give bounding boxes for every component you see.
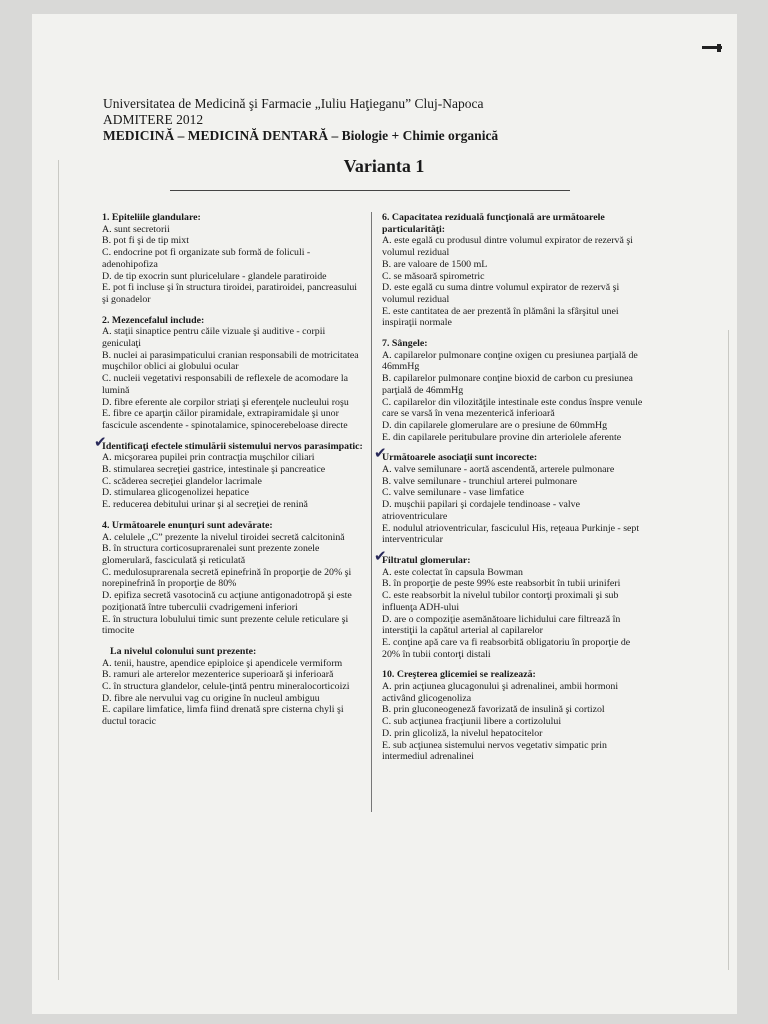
answer-option: C. capilarelor din vilozităţile intestinale este condus înspre venule care se varsă în vena mezenterică inferioară [382,396,643,420]
handwritten-check-icon: ✔ [374,546,387,565]
answer-option: B. valve semilunare - trunchiul arterei pulmonare [382,475,577,487]
left-column [94,212,364,737]
page-edge-line [58,160,59,980]
answer-option: A. sunt secretorii [102,223,170,235]
right-column [374,212,644,772]
answer-option: D. are o compoziţie asemănătoare lichidului care filtrează în interstiţii la capătul arterial al capilarelor [382,613,621,637]
answer-option: A. staţii sinaptice pentru căile vizuale şi auditive - corpii geniculaţi [102,326,326,350]
question [382,212,644,329]
answer-option: E. în structura lobulului timic sunt prezente celule reticulare şi timocite [102,613,349,637]
question-title-text: La nivelul colonului sunt prezente: [110,645,257,657]
answer-option: E. este cantitatea de aer prezentă în plămâni la sfârşitul unei inspiraţii normale [382,305,619,329]
question [374,444,644,546]
variant-title: Varianta 1 [343,156,425,176]
answer-option: A. micşorarea pupilei prin contracţia muşchilor ciliari [102,452,315,464]
answer-option: A. este colectat în capsula Bowman [382,566,523,578]
answer-option: B. are valoare de 1500 mL [382,258,488,270]
question [374,546,644,660]
answer-option: D. fibre eferente ale corpilor striaţi şi eferenţele nucleului roşu [102,396,349,408]
answer-option: A. tenii, haustre, apendice epiploice şi apendicele vermiform [102,657,343,669]
header-rule [170,190,570,191]
question-title [382,212,644,235]
question-title-text: Următoarele asociaţii sunt incorecte: [382,452,538,464]
answer-option: B. capilarelor pulmonare conţine bioxid de carbon cu presiunea parţială de 46mmHg [382,373,633,396]
column-divider [371,212,372,812]
question [382,338,644,443]
answer-option: C. valve semilunare - vase limfatice [382,487,525,499]
handwritten-check-icon: ✔ [94,432,107,451]
answer-option: D. stimularea glicogenolizei hepatice [102,487,249,499]
answer-option: C. sub acţiunea fracţiunii libere a cortizolului [382,716,562,728]
question [102,646,364,728]
answer-option: C. se măsoară spirometric [382,270,485,282]
question [382,669,644,763]
answer-option: D. este egală cu suma dintre volumul expirator de rezervă şi volumul rezidual [382,282,620,305]
answer-option: D. prin glicoliză, la nivelul hepatocitelor [382,727,543,739]
answer-option: E. capilare limfatice, limfa fiind drenată spre cisterna chyli şi ductul toracic [102,704,344,728]
answer-option: C. medulosuprarenala secretă epinefrină în proporţie de 20% şi norepinefrină în proporţie de 80% [102,566,352,590]
question [102,520,364,637]
answer-option: D. fibre ale nervului vag cu origine în nucleul ambiguu [102,692,320,704]
document-header [103,96,498,144]
answer-option: B. ramuri ale arterelor mezenterice superioară şi inferioară [102,669,334,681]
answer-option: B. în proporţie de peste 99% este reabsorbit în tubii uriniferi [382,578,621,590]
question-title [102,646,364,658]
subject-title: MEDICINĂ – MEDICINĂ DENTARĂ – Biologie + Chimie organică [103,128,499,143]
answer-option: D. din capilarele glomerulare are o presiune de 60mmHg [382,419,608,431]
handwritten-check-icon: ✔ [374,444,387,463]
answer-option: C. nucleii vegetativi responsabili de reflexele de acomodare la lumină [102,373,348,396]
answer-option: C. endocrine pot fi organizate sub formă de foliculi - adenohipofiza [102,247,311,270]
answer-option: A. valve semilunare - aortă ascendentă, arterele pulmonare [382,464,615,476]
question [102,315,364,432]
question-title [382,669,644,681]
answer-option: E. pot fi incluse şi în structura tiroidei, paratiroidei, pancreasului şi gonadelor [102,282,358,305]
answer-option: E. reducerea debitului urinar şi al secreţiei de renină [102,499,308,511]
question-title-text: 1. Epiteliile glandulare: [102,212,201,223]
answer-option: C. este reabsorbit la nivelul tubilor contorţi proximali şi sub influenţa ADH-ului [382,590,619,613]
answer-option: B. pot fi şi de tip mixt [102,235,189,247]
answer-option: A. capilarelor pulmonare conţine oxigen cu presiunea parţială de 46mmHg [382,349,638,373]
question-title-text: 7. Sângele: [382,338,428,350]
answer-option: C. scăderea secreţiei glandelor lacrimale [102,475,262,487]
question-title-text: Filtratul glomerular: [382,554,471,566]
exam-title: ADMITERE 2012 [103,112,204,127]
question-title [94,432,364,453]
answer-option: D. de tip exocrin sunt pluricelulare - glandele paratiroide [102,270,327,282]
question-title-text: 4. Următoarele enunţuri sunt adevărate: [102,519,273,531]
question-title-text: 2. Mezencefalul include: [102,314,205,326]
question-title-text: Identificaţi efectele stimulării sistemului nervos parasimpatic: [102,440,363,452]
answer-option: E. conţine apă care va fi reabsorbită obligatoriu în proporţie de 20% în tubii contorţi distali [382,636,631,660]
page-edge-line-right [728,330,729,970]
answer-option: D. muşchii papilari şi cordajele tendinoase - valve atrioventriculare [382,499,580,522]
corner-tick [717,44,721,52]
question-title [382,338,644,350]
question [102,212,364,306]
question-title [102,212,364,224]
answer-option: A. prin acţiunea glucagonului şi adrenalinei, ambii hormoni activând glicogenoliza [382,681,619,704]
question-title-text: 10. Creşterea glicemiei se realizează: [382,669,536,681]
answer-option: A. este egală cu produsul dintre volumul expirator de rezervă şi volumul rezidual [382,235,633,259]
question [94,432,364,511]
question-title [374,444,644,464]
answer-option: B. în structura corticosuprarenalei sunt prezente zonele glomerulară, fasciculată şi reticulată [102,543,320,566]
question-title [102,520,364,532]
answer-option: C. în structura glandelor, celule-ţintă pentru mineralocorticoizi [102,681,350,693]
answer-option: E. sub acţiunea sistemului nervos vegetativ simpatic prin intermediul adrenalinei [382,739,607,763]
question-title [102,315,364,327]
question-title-text: 6. Capacitatea reziduală funcţională are următoarele particularităţi: [382,212,605,235]
question-title [374,546,644,567]
answer-option: E. fibre ce aparţin căilor piramidale, extrapiramidale şi unor fascicule ascendente - spinotalamice, spinocerebeloase directe [102,408,348,431]
answer-option: B. stimularea secreţiei gastrice, intestinale şi pancreatice [102,464,326,476]
answer-option: B. nuclei ai parasimpaticului cranian responsabili de motricitatea muşchilor oblici ai globului ocular [102,349,359,373]
answer-option: E. nodulul atrioventricular, fasciculul His, reţeaua Purkinje - sept interventricular [382,522,640,546]
answer-option: B. prin gluconeogeneză favorizată de insulină şi cortizol [382,704,605,716]
answer-option: A. celulele „C” prezente la nivelul tiroidei secretă calcitonină [102,531,345,543]
answer-option: E. din capilarele peritubulare provine din arteriolele aferente [382,431,622,443]
answer-option: D. epifiza secretă vasotocină cu acţiune antigonadotropă şi este poziţionată între tuberculii cvadrigemeni inferiori [102,590,352,613]
university-name: Universitatea de Medicină şi Farmacie „Iuliu Haţieganu” Cluj-Napoca [103,96,484,111]
